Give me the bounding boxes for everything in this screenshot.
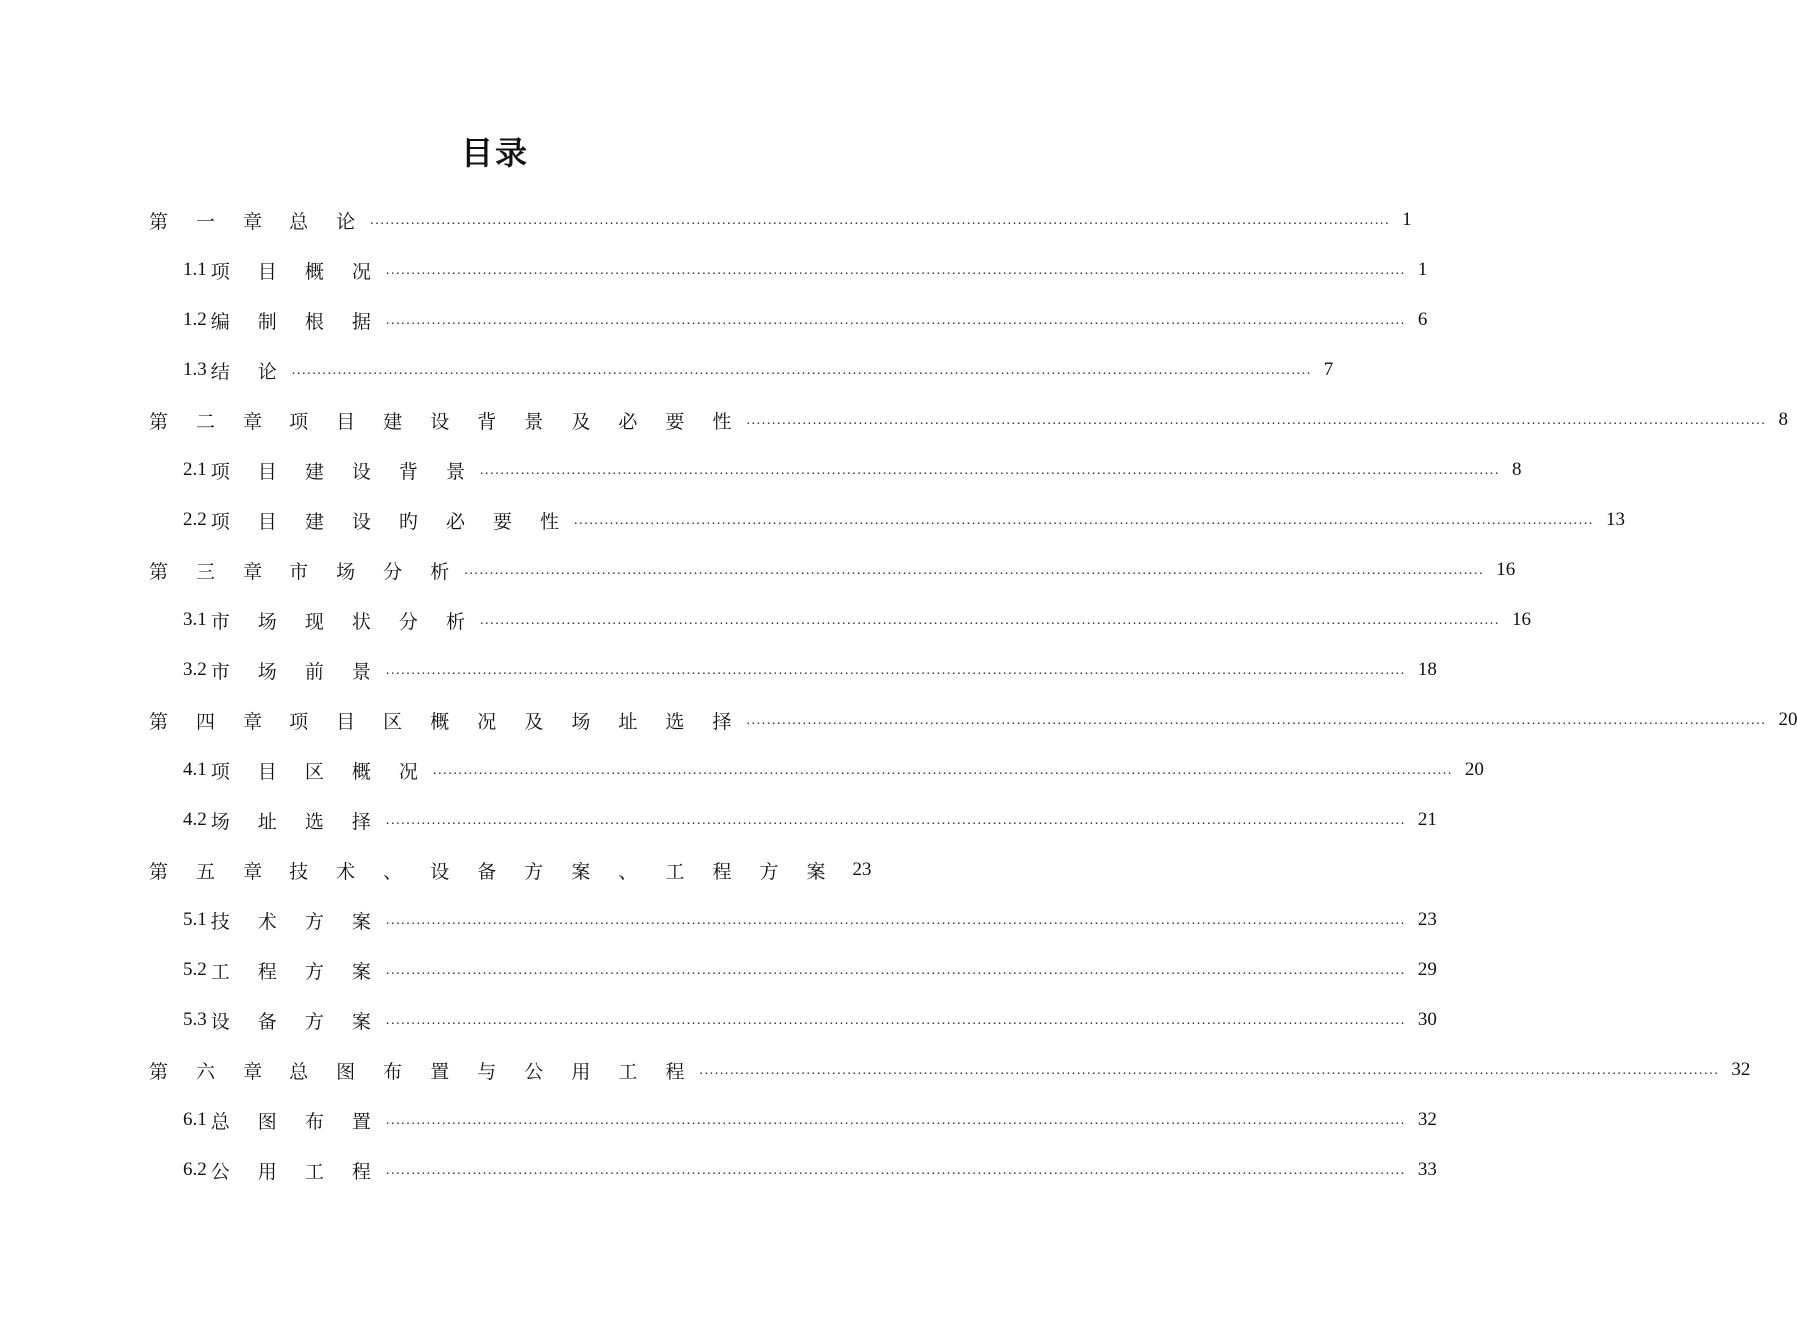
page-number: 1 bbox=[1417, 259, 1428, 280]
section-number: 1.3 bbox=[183, 359, 207, 380]
chapter-number: 第 三 章 bbox=[149, 560, 274, 583]
toc-section-5-3[interactable] bbox=[183, 1004, 1437, 1036]
section-number: 2.2 bbox=[183, 509, 207, 530]
dot-leader: ........................................................................................................................................................................................................ bbox=[464, 563, 1485, 578]
section-title: 场 址 选 择 bbox=[210, 810, 382, 833]
toc-chapter-1[interactable] bbox=[149, 204, 1412, 236]
section-title: 编 制 根 据 bbox=[210, 310, 382, 333]
page-number: 32 bbox=[1417, 1109, 1437, 1130]
dot-leader: ........................................................................................................................................................................................................ bbox=[699, 1063, 1720, 1078]
chapter-title: 项 目 区 概 况 及 场 址 选 择 bbox=[289, 710, 743, 733]
section-number: 6.1 bbox=[183, 1109, 207, 1130]
toc-section-4-1[interactable] bbox=[183, 754, 1484, 786]
page-number: 30 bbox=[1417, 1009, 1437, 1030]
dot-leader: ........................................................................................................................................................................................................ bbox=[385, 313, 1406, 328]
section-title: 公 用 工 程 bbox=[210, 1160, 382, 1183]
page-number: 6 bbox=[1417, 309, 1428, 330]
section-title: 项 目 区 概 况 bbox=[210, 760, 429, 783]
dot-leader: ........................................................................................................................................................................................................ bbox=[385, 1163, 1406, 1178]
chapter-title: 市 场 分 析 bbox=[289, 560, 461, 583]
chapter-number: 第 二 章 bbox=[149, 410, 274, 433]
page-number: 32 bbox=[1731, 1059, 1751, 1080]
page-number: 8 bbox=[1511, 459, 1522, 480]
page-title: 目录 bbox=[460, 134, 529, 172]
toc-section-5-1[interactable] bbox=[183, 904, 1437, 936]
page-number: 7 bbox=[1323, 359, 1334, 380]
section-number: 4.1 bbox=[183, 759, 207, 780]
section-number: 5.1 bbox=[183, 909, 207, 930]
section-number: 3.2 bbox=[183, 659, 207, 680]
toc-section-3-1[interactable] bbox=[183, 604, 1531, 636]
section-number: 6.2 bbox=[183, 1159, 207, 1180]
toc-section-6-2[interactable] bbox=[183, 1154, 1437, 1186]
page-number: 33 bbox=[1417, 1159, 1437, 1180]
dot-leader: ........................................................................................................................................................................................................ bbox=[385, 963, 1406, 978]
toc-chapter-6[interactable] bbox=[149, 1054, 1751, 1086]
page-number: 21 bbox=[1417, 809, 1437, 830]
page-number: 18 bbox=[1417, 659, 1437, 680]
dot-leader: ........................................................................................................................................................................................................ bbox=[746, 413, 1767, 428]
dot-leader: ........................................................................................................................................................................................................ bbox=[291, 363, 1312, 378]
section-title: 技 术 方 案 bbox=[210, 910, 382, 933]
section-title: 设 备 方 案 bbox=[210, 1010, 382, 1033]
chapter-title: 总 图 布 置 与 公 用 工 程 bbox=[289, 1060, 696, 1083]
toc-chapter-4[interactable] bbox=[149, 704, 1797, 736]
section-number: 1.2 bbox=[183, 309, 207, 330]
chapter-title: 技 术 、 设 备 方 案 、 工 程 方 案 bbox=[289, 860, 837, 883]
toc-section-4-2[interactable] bbox=[183, 804, 1437, 836]
dot-leader: ........................................................................................................................................................................................................ bbox=[385, 913, 1406, 928]
toc-section-3-2[interactable] bbox=[183, 654, 1437, 686]
page-number: 1 bbox=[1402, 209, 1412, 230]
toc-section-6-1[interactable] bbox=[183, 1104, 1437, 1136]
page-number: 8 bbox=[1778, 409, 1788, 430]
page-number: 23 bbox=[852, 859, 872, 880]
dot-leader: ........................................................................................................................................................................................................ bbox=[746, 713, 1767, 728]
dot-leader: ........................................................................................................................................................................................................ bbox=[479, 463, 1500, 478]
section-title: 项 目 建 设 背 景 bbox=[210, 460, 476, 483]
dot-leader: ........................................................................................................................................................................................................ bbox=[385, 813, 1406, 828]
chapter-title: 总 论 bbox=[289, 210, 367, 233]
page-number: 23 bbox=[1417, 909, 1437, 930]
chapter-number: 第 五 章 bbox=[149, 860, 274, 883]
dot-leader: ........................................................................................................................................................................................................ bbox=[432, 763, 1453, 778]
toc-section-1-3[interactable] bbox=[183, 354, 1334, 386]
dot-leader: ........................................................................................................................................................................................................ bbox=[385, 263, 1406, 278]
page-number: 29 bbox=[1417, 959, 1437, 980]
section-number: 4.2 bbox=[183, 809, 207, 830]
chapter-number: 第 六 章 bbox=[149, 1060, 274, 1083]
dot-leader: ........................................................................................................................................................................................................ bbox=[385, 1013, 1406, 1028]
page-number: 20 bbox=[1464, 759, 1484, 780]
toc-section-1-1[interactable] bbox=[183, 254, 1428, 286]
section-title: 项 目 建 设 旳 必 要 性 bbox=[210, 510, 571, 533]
page-number: 20 bbox=[1778, 709, 1797, 730]
section-title: 工 程 方 案 bbox=[210, 960, 382, 983]
section-title: 结 论 bbox=[210, 360, 288, 383]
page-number: 16 bbox=[1496, 559, 1516, 580]
chapter-number: 第 一 章 bbox=[149, 210, 274, 233]
dot-leader: ........................................................................................................................................................................................................ bbox=[385, 1113, 1406, 1128]
dot-leader: ........................................................................................................................................................................................................ bbox=[479, 613, 1500, 628]
section-title: 项 目 概 况 bbox=[210, 260, 382, 283]
toc-chapter-3[interactable] bbox=[149, 554, 1516, 586]
dot-leader: ........................................................................................................................................................................................................ bbox=[385, 663, 1406, 678]
toc-chapter-5[interactable] bbox=[149, 854, 872, 886]
toc-section-5-2[interactable] bbox=[183, 954, 1437, 986]
page-number: 16 bbox=[1511, 609, 1531, 630]
section-number: 2.1 bbox=[183, 459, 207, 480]
section-number: 3.1 bbox=[183, 609, 207, 630]
dot-leader: ........................................................................................................................................................................................................ bbox=[370, 213, 1391, 228]
section-title: 市 场 前 景 bbox=[210, 660, 382, 683]
toc-chapter-2[interactable] bbox=[149, 404, 1788, 436]
section-number: 1.1 bbox=[183, 259, 207, 280]
toc-section-1-2[interactable] bbox=[183, 304, 1428, 336]
chapter-title: 项 目 建 设 背 景 及 必 要 性 bbox=[289, 410, 743, 433]
section-title: 总 图 布 置 bbox=[210, 1110, 382, 1133]
toc-section-2-1[interactable] bbox=[183, 454, 1522, 486]
section-title: 市 场 现 状 分 析 bbox=[210, 610, 476, 633]
page-number: 13 bbox=[1606, 509, 1626, 530]
chapter-number: 第 四 章 bbox=[149, 710, 274, 733]
section-number: 5.3 bbox=[183, 1009, 207, 1030]
dot-leader: ........................................................................................................................................................................................................ bbox=[574, 513, 1595, 528]
section-number: 5.2 bbox=[183, 959, 207, 980]
toc-section-2-2[interactable] bbox=[183, 504, 1626, 536]
